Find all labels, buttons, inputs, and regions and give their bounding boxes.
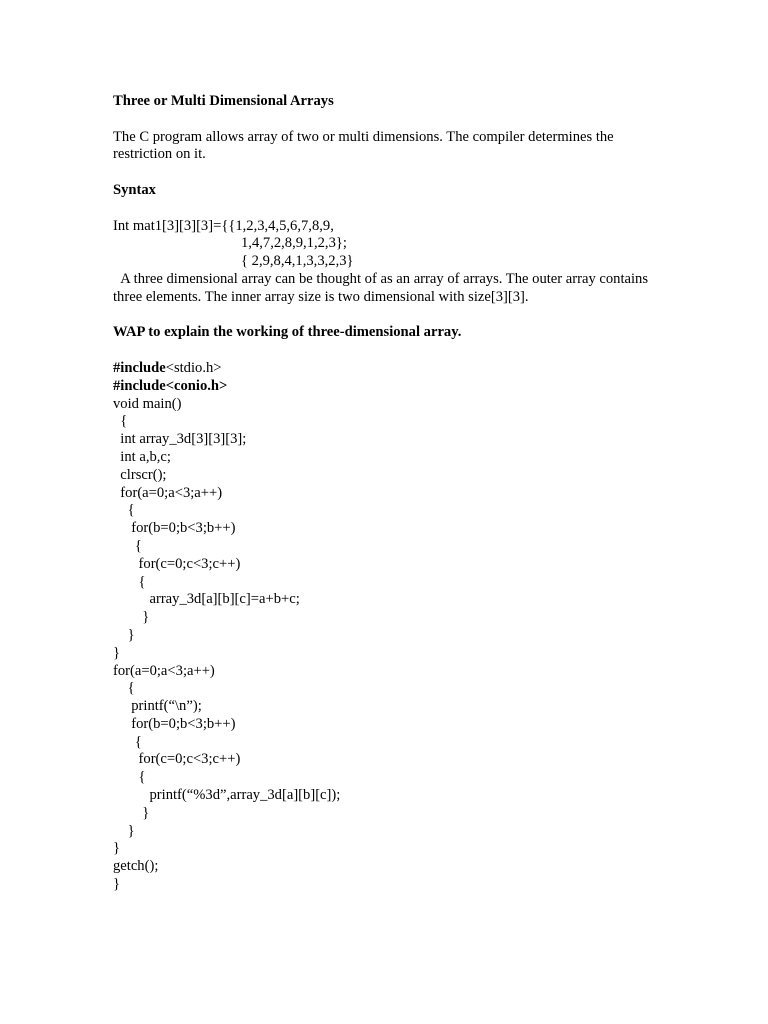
include-stdio-line xyxy=(113,360,673,378)
code-line: for(b=0;b<3;b++) xyxy=(113,520,236,537)
syntax-line: Int mat1[3][3][3]={{1,2,3,4,5,6,7,8,9, xyxy=(113,217,334,234)
include-conio-line: #include<conio.h> xyxy=(113,377,228,394)
code-line: } xyxy=(113,876,121,893)
document-heading: Three or Multi Dimensional Arrays xyxy=(113,93,334,109)
spacer xyxy=(113,307,673,325)
code-line: for(a=0;a<3;a++) xyxy=(113,662,215,679)
spacer xyxy=(113,164,673,182)
code-line: getch(); xyxy=(113,858,159,875)
code-line: } xyxy=(113,626,135,643)
code-line: { xyxy=(113,537,142,554)
code-line: } xyxy=(113,804,150,821)
wap-heading: WAP to explain the working of three-dimensional array. xyxy=(113,324,462,341)
document-page xyxy=(113,93,673,894)
code-line: { xyxy=(113,573,146,590)
syntax-line: { 2,9,8,4,1,3,3,2,3} xyxy=(241,253,354,270)
code-line: for(c=0;c<3;c++) xyxy=(113,751,241,768)
code-line: void main() xyxy=(113,395,182,412)
code-line: printf(“\n”); xyxy=(113,698,202,715)
code-line: { xyxy=(113,413,128,430)
spacer xyxy=(113,111,673,129)
spacer xyxy=(113,342,673,360)
include-file: <stdio.h> xyxy=(165,359,222,376)
spacer xyxy=(113,200,673,218)
code-line: { xyxy=(113,502,135,519)
explanation-paragraph: A three dimensional array can be thought of as an array of arrays. The outer array contains three elements. The inner array size is two dimensional with size[3][3]. xyxy=(113,270,652,305)
code-line: printf(“%3d”,array_3d[a][b][c]); xyxy=(113,787,341,804)
syntax-line: 1,4,7,2,8,9,1,2,3}; xyxy=(241,235,347,252)
syntax-heading: Syntax xyxy=(113,181,156,198)
code-line: int a,b,c; xyxy=(113,448,171,465)
include-directive: #include xyxy=(113,359,166,376)
code-line: { xyxy=(113,680,135,697)
code-line: } xyxy=(113,822,135,839)
code-line: { xyxy=(113,733,142,750)
code-line: for(c=0;c<3;c++) xyxy=(113,555,241,572)
code-block xyxy=(113,396,673,894)
code-line: for(b=0;b<3;b++) xyxy=(113,715,236,732)
code-line: for(a=0;a<3;a++) xyxy=(113,484,223,501)
code-line: clrscr(); xyxy=(113,466,167,483)
intro-paragraph: The C program allows array of two or multi dimensions. The compiler determines the restriction on it. xyxy=(113,128,614,163)
code-line: } xyxy=(113,609,150,626)
code-line: array_3d[a][b][c]=a+b+c; xyxy=(113,591,300,608)
code-line: int array_3d[3][3][3]; xyxy=(113,431,247,448)
code-line: } xyxy=(113,840,121,857)
code-line: { xyxy=(113,769,146,786)
code-line: } xyxy=(113,644,121,661)
